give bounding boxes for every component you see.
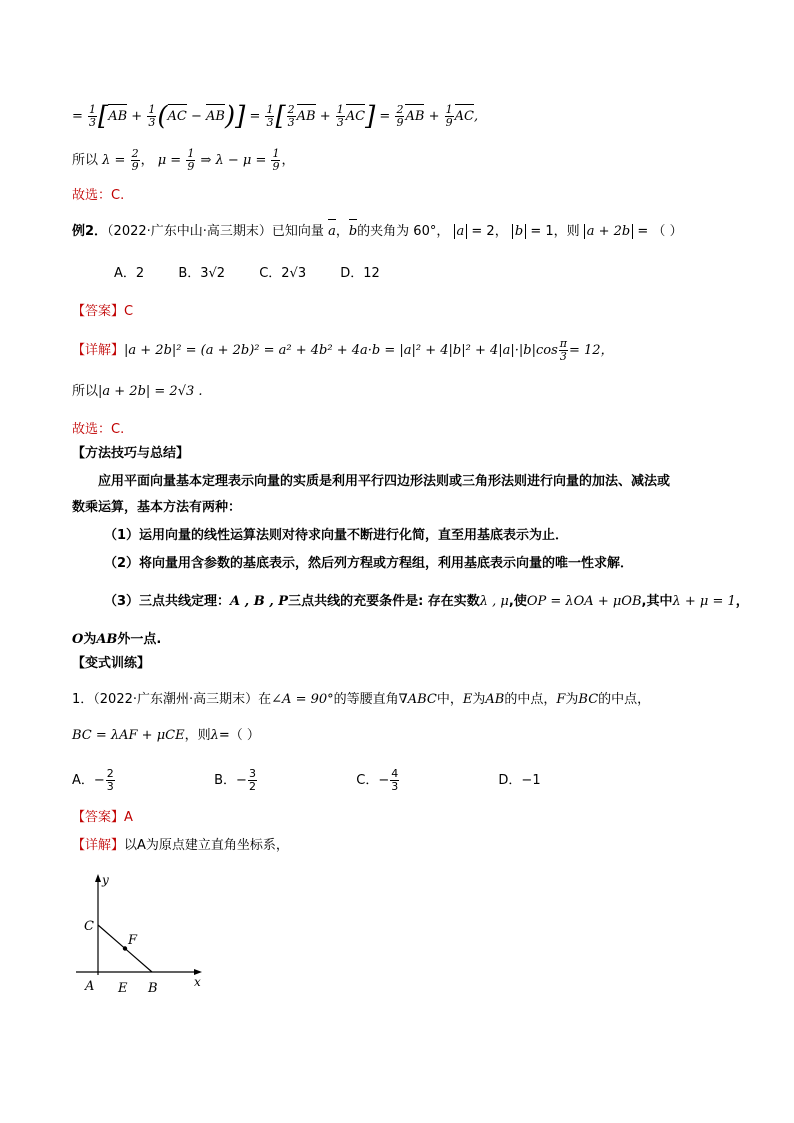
cond-text: = 1，则: [530, 224, 580, 239]
method-para-1a: 应用平面向量基本定理表示向量的实质是利用平行四边形法则或三角形法则进行向量的加法、减法或: [98, 474, 671, 489]
text: 外一点.: [117, 632, 162, 647]
fraction-2-3: [287, 104, 296, 129]
text: 为: [565, 692, 579, 707]
frac-num: 1: [266, 103, 274, 116]
text: ，则: [184, 728, 211, 743]
frac-num: 1: [89, 103, 97, 116]
answer-value: C: [124, 304, 134, 319]
triangle: ∇ABC: [398, 692, 437, 707]
text: =（ ）: [218, 728, 260, 743]
method-item-1: （1）运用向量的线性运算法则对待求向量不断进行化简，直至用基底表示为止．: [104, 528, 569, 543]
practice-question-2: [72, 726, 260, 746]
fraction-1-3: [88, 104, 97, 129]
vector-ab: AB: [206, 107, 225, 127]
frac-den: 3: [148, 116, 156, 129]
detail-result: = 12，: [568, 343, 614, 358]
fraction-1-3: [336, 104, 345, 129]
detail-label: 【详解】: [72, 838, 125, 853]
vector-ab: AB: [405, 107, 424, 127]
frac-num: 2: [106, 767, 114, 780]
fraction-2-9: [395, 104, 404, 129]
frac-den: 3: [89, 116, 97, 129]
comma: ，: [281, 153, 295, 168]
frac-num: 1: [336, 103, 344, 116]
frac-num: 4: [391, 767, 399, 780]
plus-sign: +: [428, 109, 440, 124]
frac-den: 9: [131, 160, 139, 173]
vector-ac: AC: [346, 107, 365, 127]
abs-a: a: [454, 224, 468, 239]
so-line: [72, 382, 203, 402]
frac-den: 2: [248, 780, 256, 793]
bracket: [: [98, 101, 109, 132]
question-number: 1．: [72, 692, 94, 707]
fraction-pi-3: [559, 338, 568, 363]
frac-den: 9: [445, 116, 453, 129]
frac-num: 2: [287, 103, 295, 116]
choice-line: 故选：C.: [72, 188, 125, 203]
fraction-1-3: [265, 104, 274, 129]
detail-text: 以A为原点建立直角坐标系，: [124, 838, 289, 853]
fraction: [248, 768, 257, 793]
vector-ac: AC: [168, 107, 187, 127]
lambda-eq: λ =: [102, 153, 130, 168]
theorem-text: 三点共线的充要条件是: 存在实数: [288, 594, 480, 609]
final-choice: 故选：C.: [72, 422, 125, 437]
detail-label: 【详解】: [72, 343, 125, 358]
text: 的中点，: [504, 692, 557, 707]
result-line: 所以 λ = $\frac{2}{9}$ ， μ = $\frac{1}{9}$ ⇒ λ − μ = $\frac{1}{9}$ ，: [72, 147, 295, 173]
text: 的中点，: [598, 692, 651, 707]
ask-text: = （ ）: [637, 224, 683, 239]
option-b: B．3√2: [178, 266, 226, 281]
abs-b: b: [512, 224, 526, 239]
fraction-1-3: [147, 104, 156, 129]
vector-ab: AB: [108, 107, 127, 127]
angle: ∠A = 90°: [271, 692, 334, 707]
example-2-stem: [72, 222, 683, 242]
option-a: [72, 768, 210, 793]
equation-line-1: [72, 101, 479, 132]
y-axis-arrow: [95, 874, 101, 882]
point-f: F: [556, 692, 566, 707]
fraction: [106, 768, 115, 793]
frac-num: 3: [248, 767, 256, 780]
comma: ，: [735, 594, 749, 609]
text: 中，: [436, 692, 463, 707]
frac-num: π: [559, 337, 567, 350]
method-title: 【方法技巧与总结】: [72, 446, 190, 461]
practice-question: [72, 690, 650, 710]
sum-eq: λ + μ = 1: [672, 594, 736, 609]
coordinate-figure: [70, 872, 220, 1002]
fraction-1-9: [271, 148, 280, 173]
frac-den: 9: [187, 160, 195, 173]
option-a: A．2: [114, 266, 145, 281]
fraction-2-9: [131, 148, 140, 173]
example-2-options: [114, 264, 410, 284]
answer-label: 【答案】: [72, 810, 125, 825]
option-b: [214, 768, 352, 793]
paren: ): [224, 101, 236, 132]
so-text: 所以: [72, 153, 99, 168]
example-label: 例2．: [72, 224, 108, 239]
text: 为: [472, 692, 486, 707]
frac-num: 2: [396, 103, 404, 116]
theorem-text: ,其中: [641, 594, 673, 609]
bracket: ]: [365, 101, 376, 132]
vector-eq: BC = λAF + μCE: [72, 728, 185, 743]
frac-den: 9: [396, 116, 404, 129]
text: 在: [258, 692, 272, 707]
label-a: A: [85, 979, 95, 994]
sep: ，: [335, 224, 349, 239]
practice-detail: [72, 836, 289, 856]
vector-eq: OP = λOA + μOB: [526, 594, 642, 609]
label-b: B: [148, 981, 158, 996]
option-d: D．−1: [498, 773, 541, 788]
option-d: D．12: [340, 266, 380, 281]
bracket: ]: [235, 101, 246, 132]
answer-line: [72, 302, 133, 322]
paren: (: [157, 101, 168, 132]
label-c: C: [84, 919, 94, 934]
method-para-1b: 数乘运算，基本方法有两种：: [72, 500, 242, 515]
frac-num: 1: [272, 147, 280, 160]
bracket: [: [275, 101, 286, 132]
question-source: （2022·广东中山·高三期末）: [107, 224, 272, 239]
method-item-3: [104, 592, 749, 612]
method-item-3-end: [72, 630, 161, 650]
frac-num: 2: [131, 147, 139, 160]
practice-answer: [72, 808, 133, 828]
eq-sign: =: [379, 109, 391, 124]
frac-den: 3: [287, 116, 295, 129]
option-c: C．2√3: [259, 266, 307, 281]
theorem-label: （3）三点共线定理：: [104, 594, 231, 609]
practice-options: [72, 768, 636, 793]
option-a-label: A．−: [72, 773, 105, 788]
vector-a: a: [328, 222, 336, 242]
point-e: E: [462, 692, 473, 707]
frac-den: 9: [272, 160, 280, 173]
vector-b: b: [349, 222, 357, 242]
frac-num: 1: [445, 103, 453, 116]
stem-text: 已知向量: [271, 224, 324, 239]
points: A , B , P: [230, 594, 289, 609]
point-f-dot: [123, 946, 127, 950]
segment-ab: AB: [485, 692, 505, 707]
frac-den: 3: [266, 116, 274, 129]
frac-den: 3: [106, 780, 114, 793]
method-item-2: （2）将向量用含参数的基底表示，然后列方程或方程组，利用基底表示向量的唯一性求解．: [104, 556, 634, 571]
eq-sign: =: [72, 109, 83, 124]
segment-bc: BC: [578, 692, 599, 707]
point-o: O: [72, 632, 84, 647]
vector-ac: AC: [455, 107, 474, 127]
text: 为: [83, 632, 97, 647]
label-y: y: [102, 873, 109, 887]
so-text: 所以: [72, 384, 99, 399]
text: 的等腰直角: [333, 692, 399, 707]
params: λ , μ: [479, 594, 509, 609]
eq-sign: =: [249, 109, 261, 124]
option-b-label: B．−: [214, 773, 247, 788]
option-c: [356, 768, 494, 793]
label-e: E: [118, 981, 128, 996]
detail-line: [72, 338, 614, 363]
label-x: x: [194, 975, 201, 989]
frac-num: 1: [187, 147, 195, 160]
answer-label: 【答案】: [72, 304, 125, 319]
question-source: （2022·广东潮州·高三期末）: [93, 692, 259, 707]
frac-den: 3: [391, 780, 399, 793]
fraction-1-9: [186, 148, 195, 173]
label-f: F: [128, 933, 138, 948]
lambda: λ: [210, 728, 219, 743]
theorem-text: ,使: [508, 594, 527, 609]
practice-title: 【变式训练】: [72, 656, 151, 671]
segment-ab: AB: [96, 632, 118, 647]
frac-den: 3: [336, 116, 344, 129]
plus-sign: +: [319, 109, 331, 124]
plus-sign: +: [131, 109, 143, 124]
comma: ,: [473, 109, 479, 124]
frac-den: 3: [559, 350, 567, 363]
cond-text: = 2，: [471, 224, 508, 239]
vector-ab: AB: [297, 107, 316, 127]
fraction-1-9: [445, 104, 454, 129]
detail-expr: |a + 2b|² = (a + 2b)² = a² + 4b² + 4a·b = |a|² + 4|b|² + 4|a|·|b|cos: [124, 343, 558, 358]
fraction: [390, 768, 399, 793]
so-expr: |a + 2b| = 2√3 .: [98, 384, 203, 399]
minus-sign: −: [190, 109, 202, 124]
answer-value: A: [124, 810, 133, 825]
abs-a-plus-2b: a + 2b: [584, 224, 634, 239]
implies-expr: ⇒ λ − μ =: [200, 153, 271, 168]
option-c-label: C．−: [356, 773, 390, 788]
mu-eq: μ =: [157, 153, 186, 168]
stem-text: 的夹角为 60°，: [357, 224, 450, 239]
frac-num: 1: [148, 103, 156, 116]
